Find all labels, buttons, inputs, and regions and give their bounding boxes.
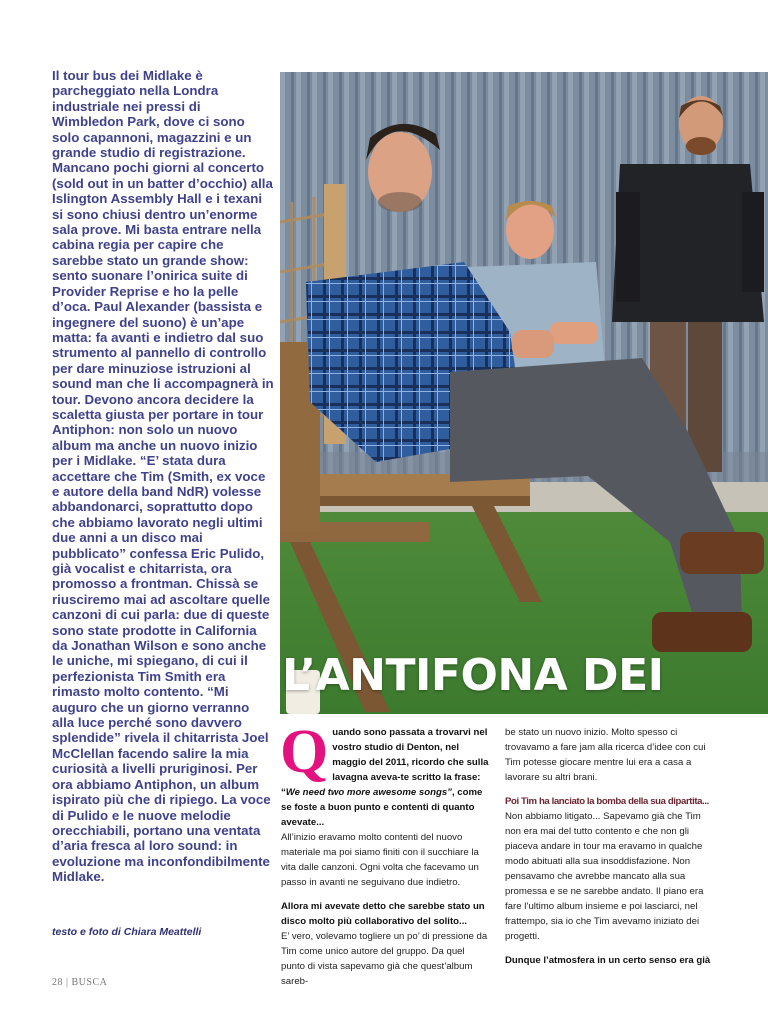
question-4: Dunque l’atmosfera in un certo senso era già [505, 955, 711, 966]
answer-2-continued: be stato un nuovo inizio. Molto spesso ci trovavamo a fare jam alla ricerca d’idee con cui Tim potesse giocare mentre lui era a casa a lavorare su altri brani. [505, 727, 706, 783]
answer-2: E’ vero, volevamo togliere un po’ di pressione da Tim come unico autore del gruppo. Da quel punto di vista sapevamo già che quest’album sareb- [281, 931, 488, 987]
drop-cap: Q [280, 718, 329, 786]
interview-column-1 [280, 718, 491, 989]
article-headline: L’ANTIFONA DEI [282, 650, 664, 701]
answer-1: All’inizio eravamo molto contenti del nuovo materiale ma poi siamo finiti con il succhiare la vita dalle canzoni. Ogni volta che facevamo un passo in avanti ne seguivano due indietro. [281, 832, 479, 888]
photo-credit: testo e foto di Chiara Meattelli [52, 926, 202, 938]
page-folio: 28 | BUSCA [52, 977, 108, 988]
interview-column-2 [505, 725, 719, 968]
intro-paragraph: Il tour bus dei Midlake è parcheggiato nella Londra industriale nei pressi di Wimbledon Park, dove ci sono solo capannoni, magazzini e un grande studio di registrazione. Mancano pochi giorni al concerto (sold out in un batter d’occhio) alla Islington Assembly Hall e i texani si sono chiusi dentro un’enorme sala prove. Mi basta entrare nella cabina regia per capire che sarebbe stato un grande show: sento suonare l’onirica suite di Provider Reprise e ho la pelle d’oca. Paul Alexander (bassista e ingegnere del suono) è un’ape matta: fa avanti e indietro dal suo strumento al pannello di controllo per dare minuziose istruzioni al sound man che li accompagnerà in tour. Devono ancora decidere la scaletta giusta per portare in tour Antiphon: non solo un nuovo album ma anche un nuovo inizio per i Midlake. “E’ stata dura accettare che Tim (Smith, ex voce e autore della band NdR) volesse abbandonarci, soprattutto dopo che abbiamo lavorato negli ultimi due anni a un disco mai pubblicato” confessa Eric Pulido, già vocalist e chitarrista, ora promosso a frontman. Chissà se riusciremo mai ad ascoltare quelle canzoni di cui parla: due di queste sono state prodotte in California da Jonathan Wilson e sono anche le uniche, mi spiegano, di cui il perfezionista Tim Smith era rimasto molto contento. “Mi auguro che un giorno verranno alla luce perché sono davvero splendide” rivela il chitarrista Joel McClellan facendo salire la mia curiosità a livelli pruriginosi. Per ora abbiamo Antiphon, un album ispirato più che di ripiego. La voce di Pulido e le nuove melodie orecchiabili, portano una ventata d’aria fresca al loro sound: in evoluzione ma inconfondibilmente Midlake. [52, 68, 274, 885]
answer-3: Non abbiamo litigato... Sapevamo già che Tim non era mai del tutto contento e che non gli piaceva andare in tour ma eravamo in qualche modo abituati alla sua insoddisfazione. Non pensavamo che avrebbe mancato alla sua promessa e se ne sarebbe andato. Il piano era fare l’ultimo album insieme e poi lasciarci, nel frattempo, sia io che Tim avevamo iniziato dei progetti. [505, 811, 704, 942]
band-photo [280, 72, 768, 714]
question-1: Quando sono passata a trovarvi nel vostro studio di Denton, nel maggio del 2011, ricordo che sulla lavagna aveva-te scritto la frase: “We need two more awesome songs”, come se foste a buon punto e contenti di quanto avevate... [280, 718, 489, 828]
question-2: Allora mi avevate detto che sarebbe stato un disco molto più collaborativo del solito... [281, 901, 485, 927]
question-3: Poi Tim ha lanciato la bomba della sua dipartita... [505, 796, 709, 807]
